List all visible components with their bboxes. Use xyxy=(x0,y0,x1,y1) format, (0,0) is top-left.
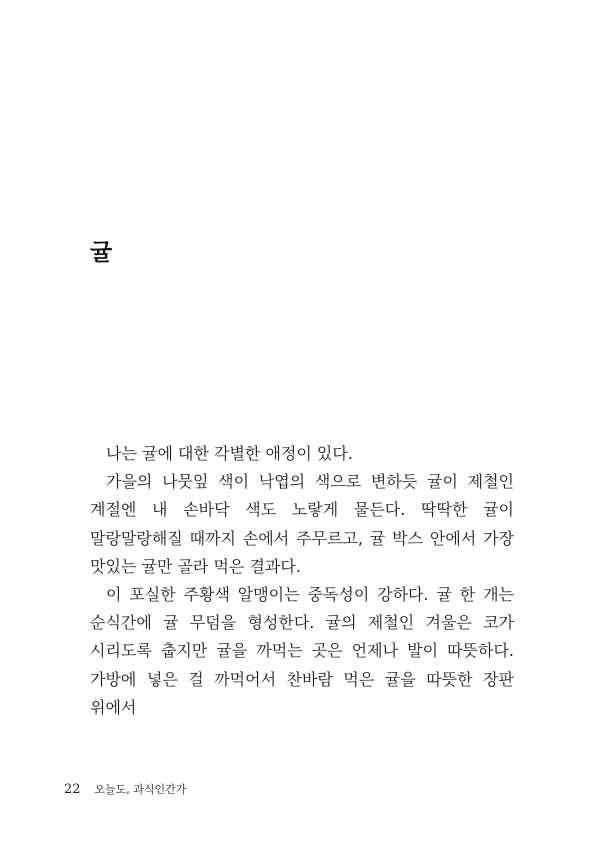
page-number: 22 xyxy=(64,782,81,797)
paragraph: 가을의 나뭇잎 색이 낙엽의 색으로 변하듯 귤이 제철인 계절엔 내 손바닥 색도 노랗게 물든다. 딱딱한 귤이 말랑말랑해질 때까지 손에서 주무르고, 귤 박스 안에서 가장 맛있는 귤만 골라 먹은 결과다. xyxy=(90,472,514,576)
paragraph: 나는 귤에 대한 각별한 애정이 있다. xyxy=(106,444,353,463)
page-footer xyxy=(64,781,186,797)
body-text xyxy=(90,440,514,722)
paragraph: 이 포실한 주황색 알맹이는 중독성이 강하다. 귤 한 개는 순식간에 귤 무덤을 형성한다. 귤의 제철인 겨울은 코가 시리도록 춥지만 귤을 까먹는 곳은 언제나 발이 따뜻하다. 가방에 넣은 걸 까먹어서 찬바람 먹은 귤을 따뜻한 장판 위에서 xyxy=(90,585,514,717)
chapter-title: 귤 xyxy=(90,240,114,266)
running-book-title: 오늘도, 과식인간가 xyxy=(94,783,187,796)
